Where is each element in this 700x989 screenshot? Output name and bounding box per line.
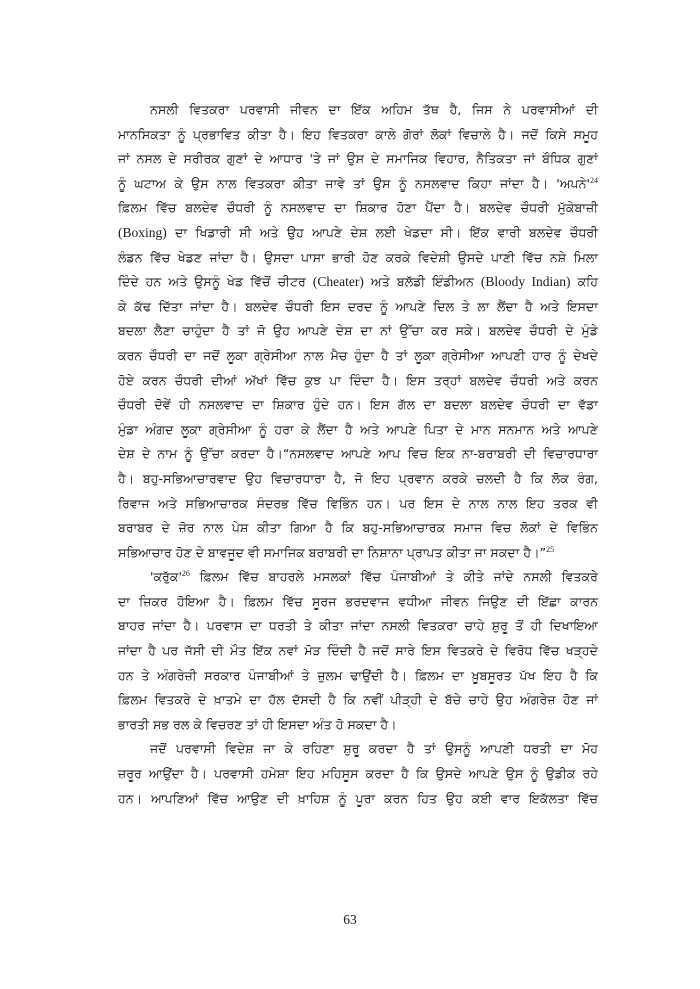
line-text: ਮਾਨਸਿਕਤਾ ਨੂੰ ਪ੍ਰਭਾਵਿਤ ਕੀਤਾ ਹੈ। ਇਹ ਵਿਤਕਰਾ ਕਾਲੇ ਗੋਰਾਂ ਲੋਕਾਂ ਵਿਚਾਲੇ ਹੈ। ਜਦੋਂ ਕਿਸੇ ਸਮੂਹ <box>118 126 598 142</box>
text-line <box>118 270 598 295</box>
line-text: ਕੇ ਕੱਢ ਦਿੱਤਾ ਜਾਂਦਾ ਹੈ। ਬਲਦੇਵ ਚੌਧਰੀ ਇਸ ਦਰਦ ਨੂੰ ਆਪਣੇ ਦਿਲ ਤੇ ਲਾ ਲੈਂਦਾ ਹੈ ਅਤੇ ਇਸਦਾ <box>118 298 598 314</box>
footnote-ref: 26 <box>181 569 190 579</box>
line-text: ਦਾ ਜ਼ਿਕਰ ਹੋਇਆ ਹੈ। ਫ਼ਿਲਮ ਵਿੱਚ ਸੂਰਜ ਭਰਦਵਾਜ ਵਧੀਆ ਜੀਵਨ ਜਿਉਣ ਦੀ ਇੱਛਾ ਕਾਰਨ <box>118 593 598 609</box>
line-text: ਫ਼ਿਲਮ ਵਿੱਚ ਬਲਦੇਵ ਚੌਧਰੀ ਨੂੰ ਨਸਲਵਾਦ ਦਾ ਸ਼ਿਕਾਰ ਹੋਣਾ ਪੈਂਦਾ ਹੈ। ਬਲਦੇਵ ਚੌਧਰੀ ਮੁੱਕੇਬਾਜ਼ੀ <box>118 200 598 216</box>
text-line <box>118 221 598 246</box>
text-line <box>118 762 598 787</box>
text-line <box>118 639 598 664</box>
text-line <box>118 516 598 541</box>
line-text: ਦਾ ਖਿਡਾਰੀ ਸੀ ਅਤੇ ਉਹ ਆਪਣੇ ਦੇਸ਼ ਲਈ ਖੇਡਦਾ ਸੀ। ਇੱਕ ਵਾਰੀ ਬਲਦੇਵ ਚੌਧਰੀ <box>175 224 598 240</box>
line-text: ਲੰਡਨ ਵਿੱਚ ਖੇਡਣ ਜਾਂਦਾ ਹੈ। ਉਸਦਾ ਪਾਸਾ ਭਾਰੀ ਹੋਣ ਕਰਕੇ ਵਿਦੇਸ਼ੀ ਉਸਦੇ ਪਾਣੀ ਵਿੱਚ ਨਸ਼ੇ ਮਿਲਾ <box>118 249 598 265</box>
line-text: ਭਾਰਤੀ ਸਭ ਰਲ ਕੇ ਵਿਚਰਣ ਤਾਂ ਹੀ ਇਸਦਾ ਅੰਤ ਹੋ ਸਕਦਾ ਹੈ। <box>118 716 397 732</box>
text-line <box>118 442 598 467</box>
text-line <box>118 172 598 197</box>
line-text: ਹਨ ਤੇ ਅੰਗਰੇਜ਼ੀ ਸਰਕਾਰ ਪੰਜਾਬੀਆਂ ਤੇ ਜ਼ੁਲਮ ਢਾਉਂਦੀ ਹੈ। ਫ਼ਿਲਮ ਦਾ ਖ਼ੂਬਸੂਰਤ ਪੱਖ ਇਹ ਹੈ ਕਿ <box>118 667 598 683</box>
line-text: ਫ਼ਿਲਮ ਵਿਤਕਰੇ ਦੇ ਖ਼ਾਤਮੇ ਦਾ ਹੱਲ ਦੱਸਦੀ ਹੈ ਕਿ ਨਵੀਂ ਪੀੜ੍ਹੀ ਦੇ ਬੱਚੇ ਚਾਹੇ ਉਹ ਅੰਗਰੇਜ਼ ਹੋਣ ਜਾਂ <box>118 692 598 708</box>
text-line <box>118 787 598 812</box>
film-title: 'ਕਰੁੱਕ' <box>150 569 182 585</box>
line-text: ਦੇਸ਼ ਦੇ ਨਾਮ ਨੂੰ ਉੱਚਾ ਕਰਦਾ ਹੈ।“ਨਸਲਵਾਦ ਆਪਣੇ ਆਪ ਵਿਚ ਇਕ ਨਾ-ਬਰਾਬਰੀ ਦੀ ਵਿਚਾਰਧਾਰਾ <box>118 446 598 462</box>
line-text: ਬਰਾਬਰ ਦੇ ਜ਼ੋਰ ਨਾਲ ਪੇਸ਼ ਕੀਤਾ ਗਿਆ ਹੈ ਕਿ ਬਹੁ-ਸਭਿਆਚਾਰਕ ਸਮਾਜ ਵਿਚ ਲੋਕਾਂ ਦੇ ਵਿਭਿੰਨ <box>118 520 598 536</box>
text-line <box>118 614 598 639</box>
line-text: ਫ਼ਿਲਮ ਵਿੱਚ ਬਾਹਰਲੇ ਮਸਲਕਾਂ ਵਿੱਚ ਪੰਜਾਬੀਆਂ ਤੇ ਕੀਤੇ ਜਾਂਦੇ ਨਸਲੀ ਵਿਤਕਰੇ <box>199 569 598 585</box>
line-text: ਦਿੰਦੇ ਹਨ ਅਤੇ ਉਸਨੂੰ ਖੇਡ ਵਿੱਚੋਂ ਚੀਟਰ <box>118 274 306 290</box>
text-line <box>118 713 598 738</box>
text-line <box>118 344 598 369</box>
text-line <box>118 565 598 590</box>
text-line <box>118 98 598 123</box>
text-line <box>118 467 598 492</box>
footnote-ref: 25 <box>546 544 555 554</box>
text-line <box>118 246 598 271</box>
line-text: ਕਹਿ <box>577 274 598 290</box>
text-line <box>118 688 598 713</box>
text-line <box>118 541 598 566</box>
text-line <box>118 295 598 320</box>
line-text: ਰਿਵਾਜ ਅਤੇ ਸਭਿਆਚਾਰਕ ਸੰਦਰਭ ਵਿੱਚ ਵਿਭਿੰਨ ਹਨ। ਪਰ ਇਸ ਦੇ ਨਾਲ ਨਾਲ ਇਹ ਤਰਕ ਵੀ <box>118 495 598 511</box>
text-line <box>118 492 598 517</box>
text-line <box>118 590 598 615</box>
line-text: ਜਾਂ ਨਸਲ ਦੇ ਸਰੀਰਕ ਗੁਣਾਂ ਦੇ ਆਧਾਰ 'ਤੇ ਜਾਂ ਉਸ ਦੇ ਸਮਾਜਿਕ ਵਿਹਾਰ, ਨੈਤਿਕਤਾ ਜਾਂ ਬੌਧਿਕ ਗੁਣਾਂ <box>118 151 598 167</box>
line-text: ਹਨ। ਆਪਣਿਆਂ ਵਿੱਚ ਆਉਣ ਦੀ ਖ਼ਾਹਿਸ਼ ਨੂੰ ਪੂਰਾ ਕਰਨ ਹਿਤ ਉਹ ਕਈ ਵਾਰ ਇਕੱਲਤਾ ਵਿੱਚ <box>118 790 598 806</box>
line-text: ਅਤੇ ਬਲੱਡੀ ਇੰਡੀਅਨ <box>370 274 474 290</box>
text-line <box>118 664 598 689</box>
line-text: ਮੁੰਡਾ ਅੰਗਦ ਲੂਕਾ ਗ੍ਰੇਸੀਆ ਨੂੰ ਹਰਾ ਕੇ ਲੈਂਦਾ ਹੈ ਅਤੇ ਆਪਣੇ ਪਿਤਾ ਦੇ ਮਾਨ ਸਨਮਾਨ ਅਤੇ ਆਪਣੇ <box>118 421 598 437</box>
latin-term: (Cheater) <box>312 274 364 290</box>
page-number: 63 <box>343 912 357 927</box>
latin-term: (Bloody Indian) <box>480 274 571 290</box>
line-text: ਹੈ। ਬਹੁ-ਸਭਿਆਚਾਰਵਾਦ ਉਹ ਵਿਚਾਰਧਾਰਾ ਹੈ, ਜੋ ਇਹ ਪ੍ਰਵਾਨ ਕਰਕੇ ਚਲਦੀ ਹੈ ਕਿ ਲੋਕ ਰੰਗ, <box>118 470 598 486</box>
text-line <box>118 147 598 172</box>
text-line <box>118 737 598 762</box>
text-line <box>118 196 598 221</box>
line-text: ਨੂੰ ਘਟਾਅ ਕੇ ਉਸ ਨਾਲ ਵਿਤਕਰਾ ਕੀਤਾ ਜਾਵੇ ਤਾਂ ਉਸ ਨੂੰ ਨਸਲਵਾਦ ਕਿਹਾ ਜਾਂਦਾ ਹੈ। 'ਅਪਨੇ' <box>118 175 590 191</box>
text-line <box>118 369 598 394</box>
line-text: ਸਭਿਆਚਾਰ ਹੋਣ ਦੇ ਬਾਵਜੂਦ ਵੀ ਸਮਾਜਿਕ ਬਰਾਬਰੀ ਦਾ ਨਿਸ਼ਾਨਾ ਪ੍ਰਾਪਤ ਕੀਤਾ ਜਾ ਸਕਦਾ ਹੈ।” <box>118 544 547 560</box>
text-line <box>118 393 598 418</box>
line-text: ਜਾਂਦਾ ਹੈ ਪਰ ਜੱਸੀ ਦੀ ਮੌਤ ਇੱਕ ਨਵਾਂ ਮੋੜ ਦਿੰਦੀ ਹੈ ਜਦੋਂ ਸਾਰੇ ਇਸ ਵਿਤਕਰੇ ਦੇ ਵਿਰੋਧ ਵਿੱਚ ਖੜ੍ਹਦੇ <box>118 643 598 659</box>
text-line <box>118 319 598 344</box>
line-text: ਹੋਏ ਕਰਨ ਚੌਧਰੀ ਦੀਆਂ ਅੱਖਾਂ ਵਿੱਚ ਕੁਝ ਪਾ ਦਿੰਦਾ ਹੈ। ਇਸ ਤਰ੍ਹਾਂ ਬਲਦੇਵ ਚੌਧਰੀ ਅਤੇ ਕਰਨ <box>118 372 598 388</box>
line-text: ਬਾਹਰ ਜਾਂਦਾ ਹੈ। ਪਰਵਾਸ ਦਾ ਧਰਤੀ ਤੇ ਕੀਤਾ ਜਾਂਦਾ ਨਸਲੀ ਵਿਤਕਰਾ ਚਾਹੇ ਸ਼ੁਰੂ ਤੋਂ ਹੀ ਦਿਖਾਇਆ <box>118 618 598 634</box>
line-text: ਨਸਲੀ ਵਿਤਕਰਾ ਪਰਵਾਸੀ ਜੀਵਨ ਦਾ ਇੱਕ ਅਹਿਮ ਤੱਥ ਹੈ, ਜਿਸ ਨੇ ਪਰਵਾਸੀਆਂ ਦੀ <box>150 102 598 117</box>
line-text: ਜਦੋਂ ਪਰਵਾਸੀ ਵਿਦੇਸ਼ ਜਾ ਕੇ ਰਹਿਣਾ ਸ਼ੁਰੂ ਕਰਦਾ ਹੈ ਤਾਂ ਉਸਨੂੰ ਆਪਣੀ ਧਰਤੀ ਦਾ ਮੋਹ <box>150 741 598 757</box>
line-text: ਜ਼ਰੂਰ ਆਉਂਦਾ ਹੈ। ਪਰਵਾਸੀ ਹਮੇਸ਼ਾ ਇਹ ਮਹਿਸੂਸ ਕਰਦਾ ਹੈ ਕਿ ਉਸਦੇ ਆਪਣੇ ਉਸ ਨੂੰ ਉਡੀਕ ਰਹੇ <box>118 766 598 782</box>
body-text <box>118 98 598 811</box>
text-line <box>118 418 598 443</box>
line-text: ਬਦਲਾ ਲੈਣਾ ਚਾਹੁੰਦਾ ਹੈ ਤਾਂ ਜੋ ਉਹ ਆਪਣੇ ਦੇਸ਼ ਦਾ ਨਾਂ ਉੱਚਾ ਕਰ ਸਕੇ। ਬਲਦੇਵ ਚੌਧਰੀ ਦੇ ਮੁੰਡੇ <box>118 323 598 339</box>
line-text: ਚੌਧਰੀ ਦੋਵੇਂ ਹੀ ਨਸਲਵਾਦ ਦਾ ਸ਼ਿਕਾਰ ਹੁੰਦੇ ਹਨ। ਇਸ ਗੱਲ ਦਾ ਬਦਲਾ ਬਲਦੇਵ ਚੌਧਰੀ ਦਾ ਵੱਡਾ <box>118 397 598 413</box>
footnote-ref: 24 <box>590 175 598 185</box>
line-text: ਕਰਨ ਚੌਧਰੀ ਦਾ ਜਦੋਂ ਲੂਕਾ ਗ੍ਰੇਸੀਆ ਨਾਲ ਮੈਚ ਹੁੰਦਾ ਹੈ ਤਾਂ ਲੂਕਾ ਗ੍ਰੇਸੀਆ ਆਪਣੀ ਹਾਰ ਨੂੰ ਦੇਖਦੇ <box>118 347 598 363</box>
text-line <box>118 123 598 148</box>
latin-term: (Boxing) <box>118 224 167 240</box>
